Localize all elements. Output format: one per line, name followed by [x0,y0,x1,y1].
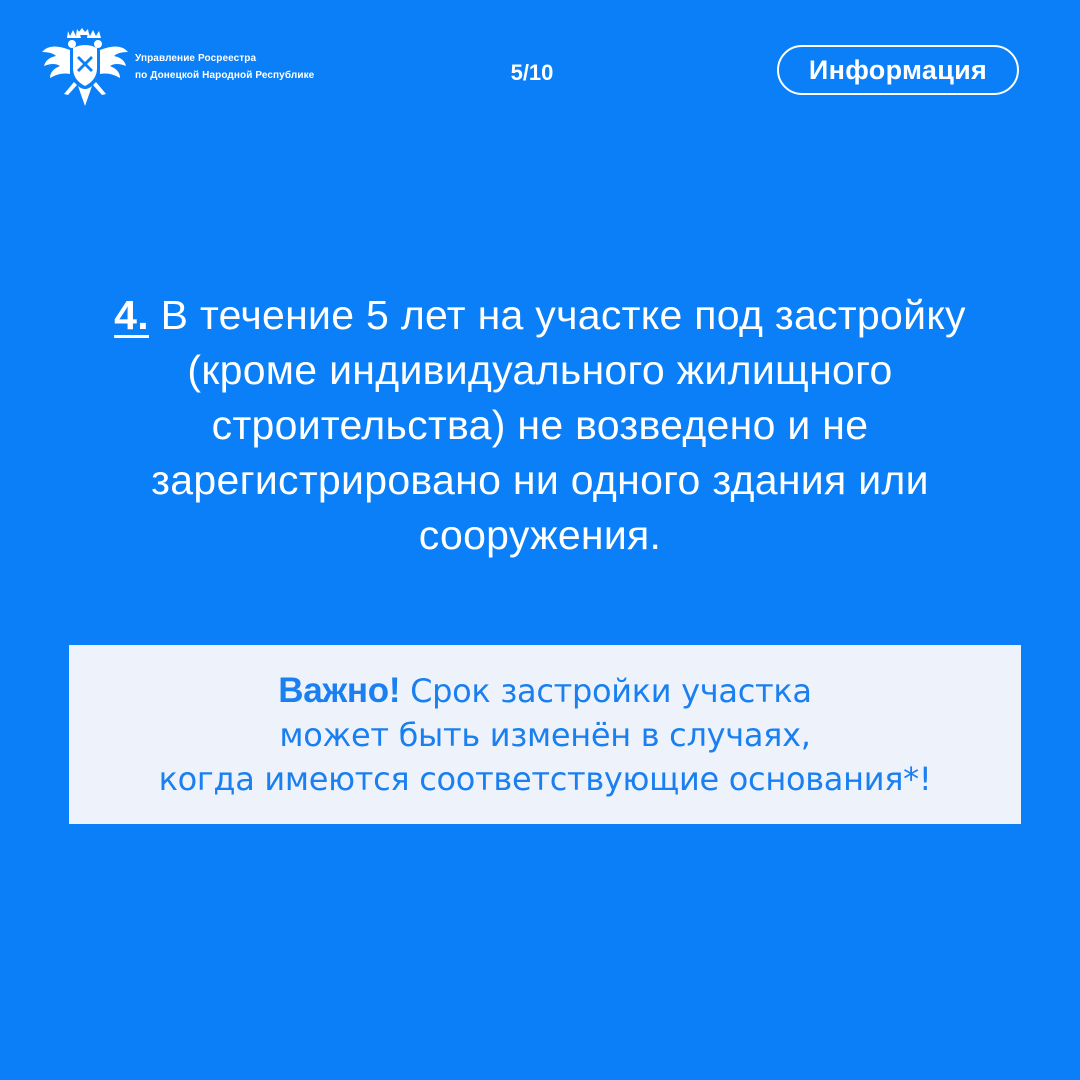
important-note [159,669,932,801]
statement-line-2: (кроме индивидуального жилищного [187,347,893,393]
statement-line-1-text: В течение 5 лет на участке под застройку [148,292,966,338]
item-number: 4. [114,292,149,338]
page-counter: 5/10 [510,60,554,85]
org-name-line2: по Донецкой Народной Республике [135,70,315,81]
statement-line-3: строительства) не возведено и не [211,402,869,448]
note-line-1 [159,669,932,713]
note-line-3: когда имеются соответствующие основания*! [158,759,932,798]
note-line-1-text: Срок застройки участка [400,671,812,710]
statement-line-5: сооружения. [418,512,662,558]
org-name-line1: Управление Росреестра [135,53,257,64]
main-statement [40,288,1040,563]
note-emphasis: Важно! [278,670,401,710]
important-note-box [69,645,1021,824]
note-line-2: может быть изменён в случаях, [279,715,811,754]
header [0,0,1080,140]
category-badge: Информация [777,45,1019,95]
statement-line-4: зарегистрировано ни одного здания или [151,457,929,503]
statement-line-1 [40,288,1040,343]
